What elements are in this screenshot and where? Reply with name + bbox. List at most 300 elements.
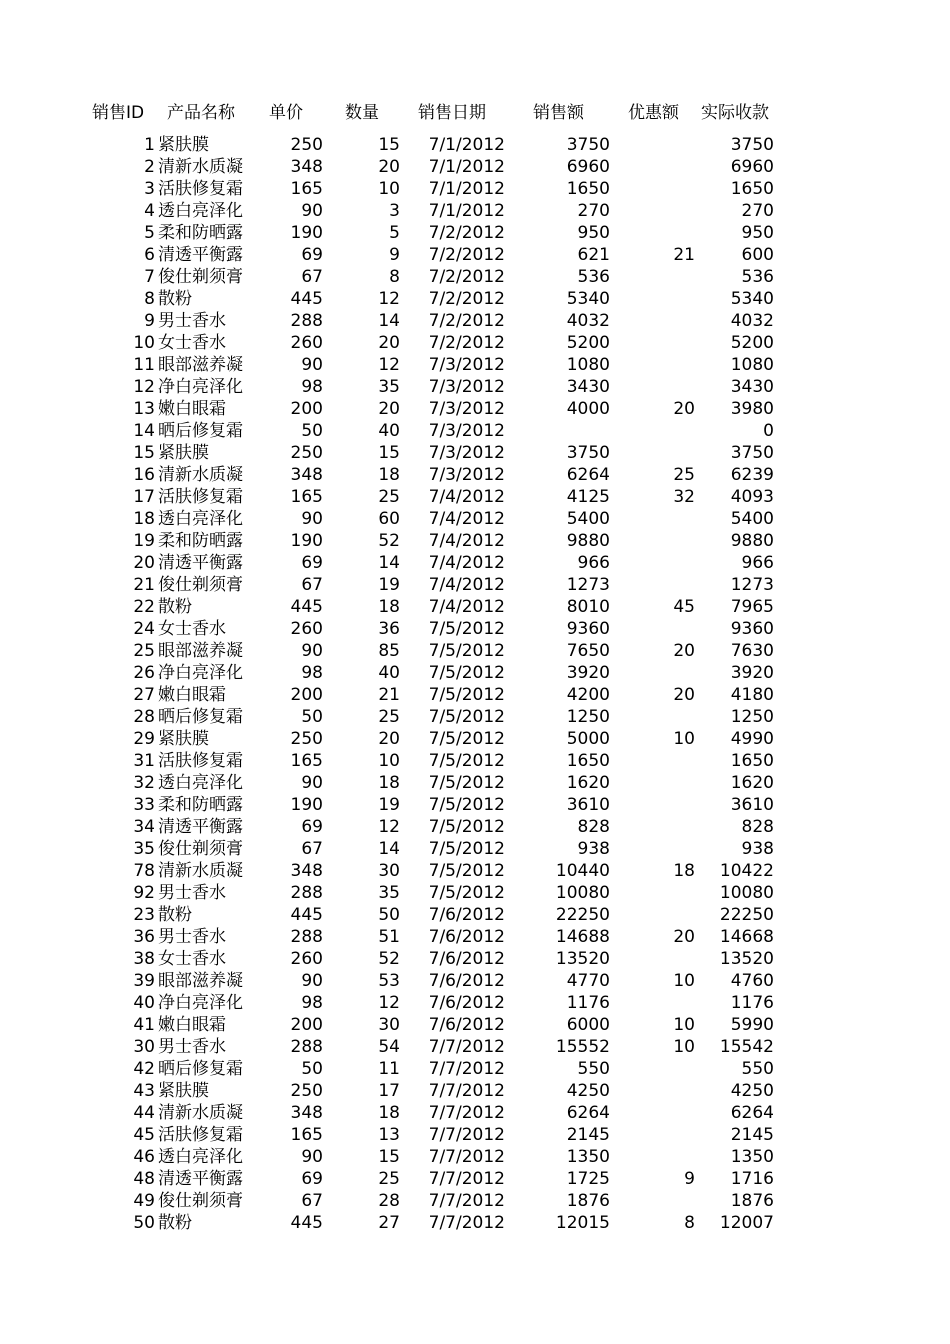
cell-sales-amount: 3430 bbox=[566, 377, 610, 397]
table-row bbox=[0, 574, 950, 596]
cell-net-received: 4032 bbox=[730, 311, 774, 331]
cell-sales-amount: 5200 bbox=[566, 333, 610, 353]
cell-unit-price: 90 bbox=[301, 773, 323, 793]
cell-quantity: 12 bbox=[378, 817, 400, 837]
cell-sales-id: 26 bbox=[133, 663, 155, 683]
cell-unit-price: 260 bbox=[290, 333, 323, 353]
cell-sales-amount: 7650 bbox=[566, 641, 610, 661]
cell-sales-amount: 536 bbox=[577, 267, 610, 287]
table-row bbox=[0, 178, 950, 200]
cell-net-received: 3610 bbox=[730, 795, 774, 815]
cell-discount bbox=[612, 310, 695, 332]
cell-product-name: 清透平衡露 bbox=[158, 553, 243, 573]
cell-sales-id: 15 bbox=[133, 443, 155, 463]
cell-net-received: 3430 bbox=[730, 377, 774, 397]
cell-sales-amount: 9360 bbox=[566, 619, 610, 639]
cell-unit-price: 67 bbox=[301, 267, 323, 287]
cell-unit-price: 90 bbox=[301, 201, 323, 221]
cell-sales-id: 78 bbox=[133, 861, 155, 881]
cell-product-name: 俊仕剃须膏 bbox=[158, 1191, 243, 1211]
table-row bbox=[0, 1168, 950, 1190]
table-row bbox=[0, 816, 950, 838]
cell-quantity: 36 bbox=[378, 619, 400, 639]
cell-sales-id: 8 bbox=[144, 289, 155, 309]
cell-discount bbox=[612, 816, 695, 838]
cell-sales-id: 13 bbox=[133, 399, 155, 419]
cell-discount: 20 bbox=[673, 399, 695, 419]
cell-sales-id: 28 bbox=[133, 707, 155, 727]
cell-sales-date: 7/5/2012 bbox=[428, 685, 505, 705]
cell-sales-id: 30 bbox=[133, 1037, 155, 1057]
cell-net-received: 15542 bbox=[719, 1037, 774, 1057]
cell-sales-date: 7/5/2012 bbox=[428, 619, 505, 639]
cell-sales-id: 18 bbox=[133, 509, 155, 529]
cell-sales-date: 7/4/2012 bbox=[428, 487, 505, 507]
table-row bbox=[0, 1080, 950, 1102]
cell-discount: 25 bbox=[673, 465, 695, 485]
cell-net-received: 3920 bbox=[730, 663, 774, 683]
cell-product-name: 柔和防晒露 bbox=[158, 795, 243, 815]
table-row bbox=[0, 200, 950, 222]
cell-net-received: 10422 bbox=[719, 861, 774, 881]
cell-sales-amount bbox=[508, 420, 610, 442]
cell-discount bbox=[612, 530, 695, 552]
cell-sales-date: 7/5/2012 bbox=[428, 663, 505, 683]
cell-net-received: 14668 bbox=[719, 927, 774, 947]
cell-product-name: 活肤修复霜 bbox=[158, 1125, 243, 1145]
cell-sales-id: 22 bbox=[133, 597, 155, 617]
cell-quantity: 10 bbox=[378, 179, 400, 199]
cell-product-name: 晒后修复霜 bbox=[158, 707, 243, 727]
cell-unit-price: 260 bbox=[290, 619, 323, 639]
cell-net-received: 1716 bbox=[730, 1169, 774, 1189]
cell-sales-date: 7/3/2012 bbox=[428, 443, 505, 463]
cell-discount: 10 bbox=[673, 1037, 695, 1057]
cell-sales-amount: 10080 bbox=[555, 883, 610, 903]
cell-net-received: 10080 bbox=[719, 883, 774, 903]
cell-sales-date: 7/5/2012 bbox=[428, 641, 505, 661]
cell-sales-id: 49 bbox=[133, 1191, 155, 1211]
table-row bbox=[0, 992, 950, 1014]
cell-discount bbox=[612, 1058, 695, 1080]
table-row bbox=[0, 706, 950, 728]
header-product-name: 产品名称 bbox=[167, 103, 235, 123]
cell-sales-id: 23 bbox=[133, 905, 155, 925]
cell-unit-price: 250 bbox=[290, 729, 323, 749]
cell-sales-date: 7/6/2012 bbox=[428, 949, 505, 969]
cell-product-name: 俊仕剃须膏 bbox=[158, 267, 243, 287]
cell-quantity: 21 bbox=[378, 685, 400, 705]
cell-discount: 32 bbox=[673, 487, 695, 507]
table-row bbox=[0, 728, 950, 750]
cell-sales-id: 50 bbox=[133, 1213, 155, 1233]
cell-sales-amount: 4250 bbox=[566, 1081, 610, 1101]
table-row bbox=[0, 926, 950, 948]
table-header-row bbox=[0, 98, 950, 124]
table-row bbox=[0, 1058, 950, 1080]
cell-sales-id: 19 bbox=[133, 531, 155, 551]
cell-sales-date: 7/6/2012 bbox=[428, 905, 505, 925]
cell-net-received: 13520 bbox=[719, 949, 774, 969]
cell-quantity: 14 bbox=[378, 553, 400, 573]
cell-quantity: 25 bbox=[378, 1169, 400, 1189]
cell-quantity: 15 bbox=[378, 443, 400, 463]
cell-sales-id: 48 bbox=[133, 1169, 155, 1189]
cell-product-name: 晒后修复霜 bbox=[158, 1059, 243, 1079]
cell-net-received: 550 bbox=[741, 1059, 774, 1079]
cell-discount bbox=[612, 134, 695, 156]
cell-sales-amount: 3750 bbox=[566, 135, 610, 155]
cell-quantity: 52 bbox=[378, 531, 400, 551]
cell-quantity: 30 bbox=[378, 861, 400, 881]
cell-unit-price: 90 bbox=[301, 509, 323, 529]
cell-net-received: 1620 bbox=[730, 773, 774, 793]
cell-net-received: 4180 bbox=[730, 685, 774, 705]
cell-product-name: 透白亮泽化 bbox=[158, 773, 243, 793]
cell-unit-price: 165 bbox=[290, 1125, 323, 1145]
cell-net-received: 1650 bbox=[730, 751, 774, 771]
cell-sales-amount: 6264 bbox=[566, 1103, 610, 1123]
cell-product-name: 清新水质凝 bbox=[158, 465, 243, 485]
cell-unit-price: 260 bbox=[290, 949, 323, 969]
cell-unit-price: 90 bbox=[301, 641, 323, 661]
cell-sales-date: 7/5/2012 bbox=[428, 773, 505, 793]
table-row bbox=[0, 376, 950, 398]
cell-sales-amount: 3610 bbox=[566, 795, 610, 815]
cell-product-name: 透白亮泽化 bbox=[158, 201, 243, 221]
cell-quantity: 30 bbox=[378, 1015, 400, 1035]
cell-unit-price: 348 bbox=[290, 861, 323, 881]
cell-product-name: 活肤修复霜 bbox=[158, 487, 243, 507]
cell-quantity: 20 bbox=[378, 157, 400, 177]
cell-discount bbox=[612, 618, 695, 640]
cell-sales-id: 46 bbox=[133, 1147, 155, 1167]
cell-sales-id: 44 bbox=[133, 1103, 155, 1123]
cell-quantity: 52 bbox=[378, 949, 400, 969]
cell-quantity: 40 bbox=[378, 421, 400, 441]
cell-unit-price: 200 bbox=[290, 685, 323, 705]
cell-discount bbox=[612, 1190, 695, 1212]
cell-discount: 8 bbox=[684, 1213, 695, 1233]
cell-product-name: 净白亮泽化 bbox=[158, 663, 243, 683]
cell-sales-date: 7/3/2012 bbox=[428, 377, 505, 397]
cell-sales-id: 24 bbox=[133, 619, 155, 639]
cell-sales-id: 27 bbox=[133, 685, 155, 705]
cell-product-name: 女士香水 bbox=[158, 949, 226, 969]
cell-sales-amount: 6960 bbox=[566, 157, 610, 177]
table-row bbox=[0, 266, 950, 288]
cell-quantity: 18 bbox=[378, 1103, 400, 1123]
cell-sales-amount: 1650 bbox=[566, 751, 610, 771]
cell-quantity: 35 bbox=[378, 883, 400, 903]
cell-sales-amount: 270 bbox=[577, 201, 610, 221]
cell-sales-date: 7/3/2012 bbox=[428, 465, 505, 485]
cell-net-received: 22250 bbox=[719, 905, 774, 925]
cell-sales-amount: 1650 bbox=[566, 179, 610, 199]
cell-quantity: 3 bbox=[389, 201, 400, 221]
cell-quantity: 15 bbox=[378, 1147, 400, 1167]
table-row bbox=[0, 948, 950, 970]
cell-product-name: 眼部滋养凝 bbox=[158, 971, 243, 991]
cell-sales-date: 7/1/2012 bbox=[428, 179, 505, 199]
cell-sales-date: 7/6/2012 bbox=[428, 1015, 505, 1035]
cell-product-name: 清新水质凝 bbox=[158, 861, 243, 881]
cell-unit-price: 50 bbox=[301, 707, 323, 727]
cell-sales-id: 12 bbox=[133, 377, 155, 397]
cell-net-received: 4250 bbox=[730, 1081, 774, 1101]
cell-quantity: 27 bbox=[378, 1213, 400, 1233]
cell-discount bbox=[612, 750, 695, 772]
cell-sales-amount: 10440 bbox=[555, 861, 610, 881]
cell-product-name: 活肤修复霜 bbox=[158, 179, 243, 199]
cell-sales-amount: 2145 bbox=[566, 1125, 610, 1145]
table-row bbox=[0, 288, 950, 310]
table-row bbox=[0, 1036, 950, 1058]
cell-sales-amount: 5400 bbox=[566, 509, 610, 529]
cell-sales-date: 7/2/2012 bbox=[428, 267, 505, 287]
cell-quantity: 20 bbox=[378, 729, 400, 749]
table-row bbox=[0, 662, 950, 684]
cell-unit-price: 250 bbox=[290, 443, 323, 463]
cell-sales-date: 7/5/2012 bbox=[428, 861, 505, 881]
cell-sales-id: 42 bbox=[133, 1059, 155, 1079]
cell-product-name: 嫩白眼霜 bbox=[158, 685, 226, 705]
cell-discount bbox=[612, 904, 695, 926]
cell-sales-id: 29 bbox=[133, 729, 155, 749]
cell-discount bbox=[612, 992, 695, 1014]
cell-product-name: 散粉 bbox=[158, 905, 192, 925]
table-row bbox=[0, 772, 950, 794]
cell-net-received: 938 bbox=[741, 839, 774, 859]
cell-sales-id: 38 bbox=[133, 949, 155, 969]
cell-sales-date: 7/7/2012 bbox=[428, 1103, 505, 1123]
cell-product-name: 男士香水 bbox=[158, 311, 226, 331]
table-row bbox=[0, 398, 950, 420]
table-row bbox=[0, 1102, 950, 1124]
cell-sales-amount: 621 bbox=[577, 245, 610, 265]
cell-product-name: 清透平衡露 bbox=[158, 245, 243, 265]
cell-discount: 9 bbox=[684, 1169, 695, 1189]
cell-sales-date: 7/7/2012 bbox=[428, 1147, 505, 1167]
cell-sales-date: 7/6/2012 bbox=[428, 971, 505, 991]
cell-discount bbox=[612, 156, 695, 178]
cell-sales-amount: 15552 bbox=[555, 1037, 610, 1057]
cell-sales-id: 40 bbox=[133, 993, 155, 1013]
cell-sales-id: 43 bbox=[133, 1081, 155, 1101]
cell-sales-date: 7/7/2012 bbox=[428, 1059, 505, 1079]
cell-sales-id: 36 bbox=[133, 927, 155, 947]
cell-net-received: 6239 bbox=[730, 465, 774, 485]
table-row bbox=[0, 860, 950, 882]
table-row bbox=[0, 904, 950, 926]
cell-discount: 20 bbox=[673, 685, 695, 705]
cell-product-name: 紧肤膜 bbox=[158, 443, 209, 463]
cell-sales-date: 7/1/2012 bbox=[428, 157, 505, 177]
cell-sales-id: 14 bbox=[133, 421, 155, 441]
cell-net-received: 5400 bbox=[730, 509, 774, 529]
table-row bbox=[0, 596, 950, 618]
cell-product-name: 净白亮泽化 bbox=[158, 993, 243, 1013]
cell-sales-amount: 12015 bbox=[555, 1213, 610, 1233]
cell-net-received: 966 bbox=[741, 553, 774, 573]
header-sales-amount: 销售额 bbox=[533, 103, 584, 123]
cell-sales-id: 25 bbox=[133, 641, 155, 661]
cell-sales-amount: 4032 bbox=[566, 311, 610, 331]
cell-discount bbox=[612, 1146, 695, 1168]
cell-net-received: 3750 bbox=[730, 443, 774, 463]
cell-net-received: 4990 bbox=[730, 729, 774, 749]
cell-unit-price: 69 bbox=[301, 245, 323, 265]
cell-discount bbox=[612, 948, 695, 970]
cell-product-name: 紧肤膜 bbox=[158, 135, 209, 155]
cell-sales-amount: 4000 bbox=[566, 399, 610, 419]
cell-sales-date: 7/5/2012 bbox=[428, 839, 505, 859]
cell-discount: 10 bbox=[673, 1015, 695, 1035]
cell-unit-price: 445 bbox=[290, 289, 323, 309]
table-row bbox=[0, 530, 950, 552]
cell-net-received: 6264 bbox=[730, 1103, 774, 1123]
cell-sales-amount: 22250 bbox=[555, 905, 610, 925]
cell-sales-amount: 1273 bbox=[566, 575, 610, 595]
cell-sales-date: 7/1/2012 bbox=[428, 135, 505, 155]
cell-discount bbox=[612, 266, 695, 288]
table-row bbox=[0, 332, 950, 354]
cell-quantity: 14 bbox=[378, 839, 400, 859]
cell-unit-price: 67 bbox=[301, 839, 323, 859]
cell-sales-id: 11 bbox=[133, 355, 155, 375]
cell-unit-price: 67 bbox=[301, 575, 323, 595]
cell-product-name: 散粉 bbox=[158, 289, 192, 309]
cell-product-name: 活肤修复霜 bbox=[158, 751, 243, 771]
cell-sales-id: 32 bbox=[133, 773, 155, 793]
cell-unit-price: 348 bbox=[290, 157, 323, 177]
table-body bbox=[0, 134, 950, 1234]
cell-sales-amount: 13520 bbox=[555, 949, 610, 969]
cell-discount bbox=[612, 288, 695, 310]
cell-product-name: 男士香水 bbox=[158, 1037, 226, 1057]
cell-sales-date: 7/5/2012 bbox=[428, 729, 505, 749]
cell-sales-id: 31 bbox=[133, 751, 155, 771]
cell-sales-id: 10 bbox=[133, 333, 155, 353]
cell-net-received: 600 bbox=[741, 245, 774, 265]
cell-unit-price: 190 bbox=[290, 795, 323, 815]
cell-net-received: 950 bbox=[741, 223, 774, 243]
cell-sales-amount: 6264 bbox=[566, 465, 610, 485]
cell-sales-id: 45 bbox=[133, 1125, 155, 1145]
header-sales-date: 销售日期 bbox=[418, 103, 486, 123]
cell-net-received: 1650 bbox=[730, 179, 774, 199]
table-row bbox=[0, 1014, 950, 1036]
cell-net-received: 0 bbox=[763, 421, 774, 441]
cell-sales-amount: 3920 bbox=[566, 663, 610, 683]
cell-discount bbox=[612, 442, 695, 464]
cell-quantity: 15 bbox=[378, 135, 400, 155]
cell-unit-price: 165 bbox=[290, 179, 323, 199]
cell-net-received: 536 bbox=[741, 267, 774, 287]
cell-sales-date: 7/5/2012 bbox=[428, 817, 505, 837]
cell-quantity: 13 bbox=[378, 1125, 400, 1145]
cell-discount: 20 bbox=[673, 641, 695, 661]
cell-sales-amount: 5340 bbox=[566, 289, 610, 309]
cell-unit-price: 348 bbox=[290, 1103, 323, 1123]
cell-sales-id: 39 bbox=[133, 971, 155, 991]
cell-discount bbox=[612, 552, 695, 574]
cell-sales-date: 7/6/2012 bbox=[428, 993, 505, 1013]
table-row bbox=[0, 486, 950, 508]
cell-net-received: 1080 bbox=[730, 355, 774, 375]
table-row bbox=[0, 1146, 950, 1168]
cell-sales-id: 3 bbox=[144, 179, 155, 199]
cell-product-name: 嫩白眼霜 bbox=[158, 399, 226, 419]
cell-sales-amount: 4125 bbox=[566, 487, 610, 507]
cell-discount bbox=[612, 1124, 695, 1146]
cell-quantity: 35 bbox=[378, 377, 400, 397]
cell-sales-date: 7/2/2012 bbox=[428, 223, 505, 243]
cell-unit-price: 90 bbox=[301, 1147, 323, 1167]
cell-sales-amount: 828 bbox=[577, 817, 610, 837]
cell-sales-id: 34 bbox=[133, 817, 155, 837]
cell-quantity: 53 bbox=[378, 971, 400, 991]
cell-product-name: 眼部滋养凝 bbox=[158, 641, 243, 661]
cell-sales-amount: 550 bbox=[577, 1059, 610, 1079]
cell-sales-amount: 4770 bbox=[566, 971, 610, 991]
cell-quantity: 9 bbox=[389, 245, 400, 265]
cell-discount: 10 bbox=[673, 729, 695, 749]
table-row bbox=[0, 750, 950, 772]
cell-quantity: 85 bbox=[378, 641, 400, 661]
cell-product-name: 嫩白眼霜 bbox=[158, 1015, 226, 1035]
table-row bbox=[0, 354, 950, 376]
cell-product-name: 净白亮泽化 bbox=[158, 377, 243, 397]
table-row bbox=[0, 794, 950, 816]
cell-quantity: 54 bbox=[378, 1037, 400, 1057]
cell-net-received: 9880 bbox=[730, 531, 774, 551]
cell-sales-date: 7/4/2012 bbox=[428, 531, 505, 551]
cell-product-name: 俊仕剃须膏 bbox=[158, 575, 243, 595]
cell-sales-amount: 1350 bbox=[566, 1147, 610, 1167]
cell-product-name: 柔和防晒露 bbox=[158, 531, 243, 551]
cell-unit-price: 200 bbox=[290, 399, 323, 419]
cell-sales-id: 5 bbox=[144, 223, 155, 243]
cell-quantity: 11 bbox=[378, 1059, 400, 1079]
cell-sales-date: 7/2/2012 bbox=[428, 311, 505, 331]
cell-sales-amount: 966 bbox=[577, 553, 610, 573]
cell-sales-amount: 1725 bbox=[566, 1169, 610, 1189]
cell-sales-amount: 3750 bbox=[566, 443, 610, 463]
cell-unit-price: 69 bbox=[301, 553, 323, 573]
cell-quantity: 60 bbox=[378, 509, 400, 529]
cell-discount: 18 bbox=[673, 861, 695, 881]
cell-sales-amount: 1080 bbox=[566, 355, 610, 375]
cell-sales-date: 7/7/2012 bbox=[428, 1037, 505, 1057]
cell-unit-price: 69 bbox=[301, 1169, 323, 1189]
table-row bbox=[0, 420, 950, 442]
cell-unit-price: 348 bbox=[290, 465, 323, 485]
cell-unit-price: 98 bbox=[301, 993, 323, 1013]
cell-unit-price: 288 bbox=[290, 927, 323, 947]
table-row bbox=[0, 244, 950, 266]
cell-unit-price: 445 bbox=[290, 905, 323, 925]
cell-unit-price: 288 bbox=[290, 311, 323, 331]
cell-sales-date: 7/7/2012 bbox=[428, 1081, 505, 1101]
cell-sales-date: 7/3/2012 bbox=[428, 399, 505, 419]
cell-sales-date: 7/7/2012 bbox=[428, 1191, 505, 1211]
cell-sales-amount: 6000 bbox=[566, 1015, 610, 1035]
cell-sales-date: 7/5/2012 bbox=[428, 707, 505, 727]
table-row bbox=[0, 618, 950, 640]
cell-unit-price: 288 bbox=[290, 883, 323, 903]
cell-quantity: 19 bbox=[378, 795, 400, 815]
